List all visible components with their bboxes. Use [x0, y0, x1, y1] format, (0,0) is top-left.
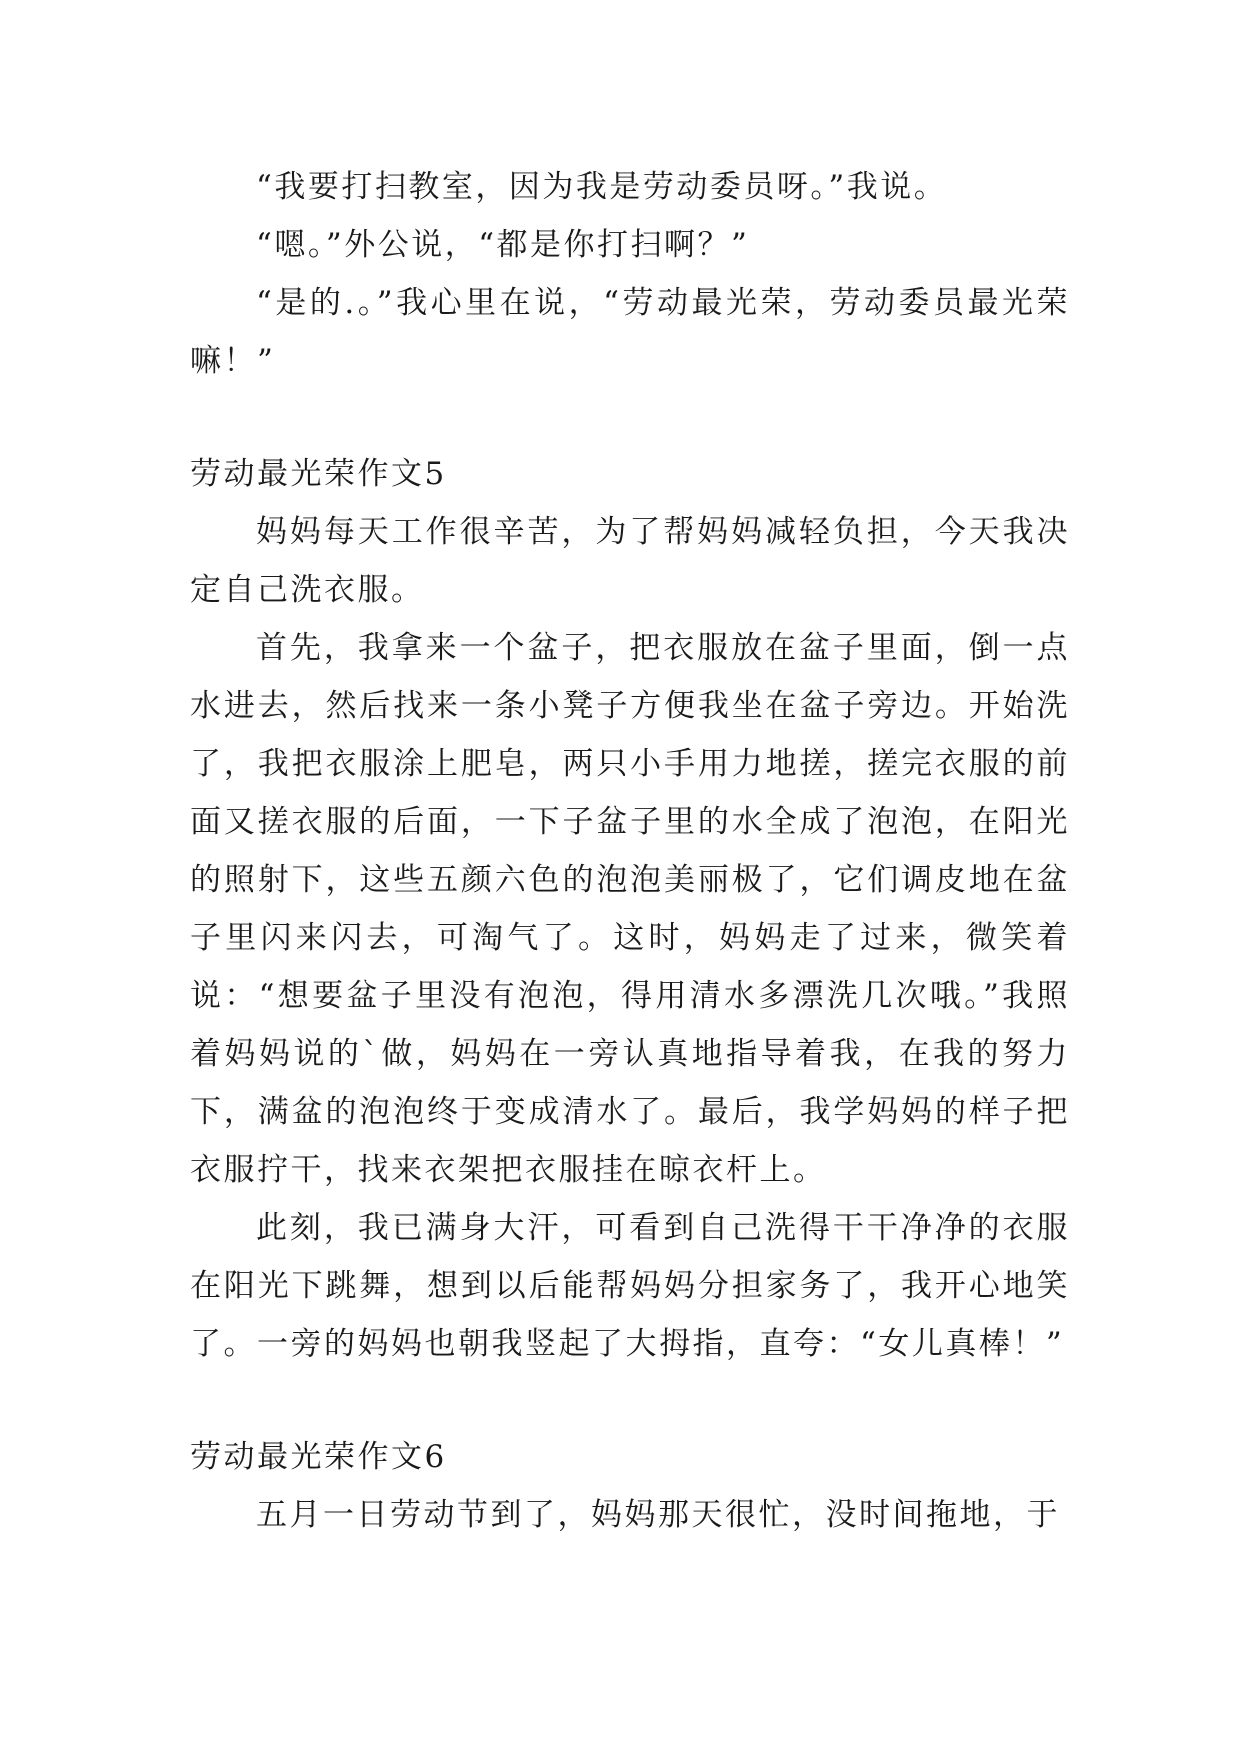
- paragraph: 五月一日劳动节到了，妈妈那天很忙，没时间拖地，于: [256, 1497, 1060, 1533]
- paragraph: 首先，我拿来一个盆子，把衣服放在盆子里面，倒一点水进去，然后找来一条小凳子方便我坐在盆子旁边。开始洗了，我把衣服涂上肥皂，两只小手用力地搓，搓完衣服的前面又搓衣服的后面，一下子盆子里的水全成了泡泡，在阳光的照射下，这些五颜六色的泡泡美丽极了，它们调皮地在盆子里闪来闪去，可淘气了。这时，妈妈走了过来，微笑着说：“想要盆子里没有泡泡，得用清水多漂洗几次哦。”我照着妈妈说的`做，妈妈在一旁认真地指导着我，在我的努力下，满盆的泡泡终于变成清水了。最后，我学妈妈的样子把衣服拧干，找来衣架把衣服挂在晾衣杆上。: [190, 630, 1070, 1188]
- paragraph: “我要打扫教室，因为我是劳动委员呀。”我说。: [256, 169, 948, 205]
- paragraph: 此刻，我已满身大汗，可看到自己洗得干干净净的衣服在阳光下跳舞，想到以后能帮妈妈分担家务了，我开心地笑了。一旁的妈妈也朝我竖起了大拇指，直夸：“女儿真棒！”: [190, 1210, 1070, 1362]
- section-gap: [190, 390, 1070, 445]
- section-gap: [190, 1373, 1070, 1428]
- essay-heading: 劳动最光荣作文5: [190, 456, 447, 492]
- essay-heading: 劳动最光荣作文6: [190, 1439, 447, 1475]
- paragraph: “是的.。”我心里在说，“劳动最光荣，劳动委员最光荣嘛！”: [190, 285, 1070, 379]
- paragraph: 妈妈每天工作很辛苦，为了帮妈妈减轻负担，今天我决定自己洗衣服。: [190, 514, 1070, 608]
- paragraph: “嗯。”外公说，“都是你打扫啊？”: [256, 227, 750, 263]
- document-body: [190, 158, 1070, 1544]
